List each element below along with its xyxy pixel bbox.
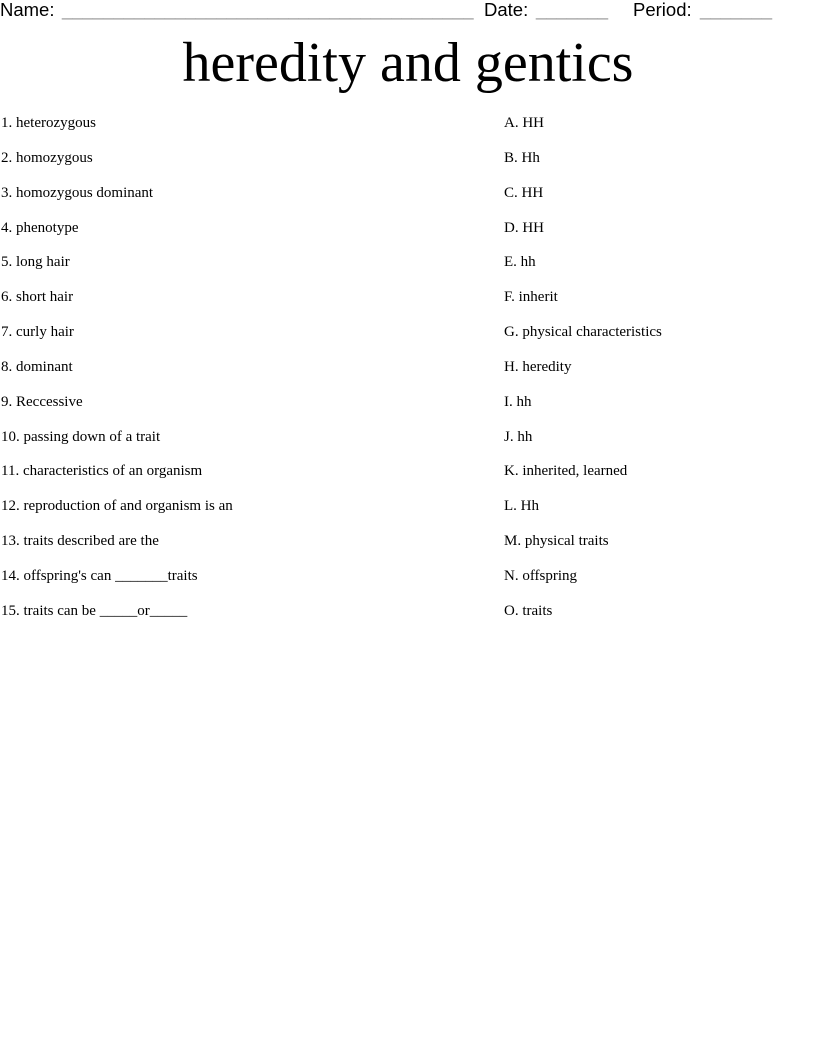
answer-item: E. hh — [504, 254, 536, 271]
date-label: Date: — [484, 0, 529, 20]
term-item: 8. dominant — [1, 358, 73, 375]
answer-item: M. physical traits — [504, 533, 609, 550]
period-blank-line: _______ — [700, 0, 773, 20]
answer-item: A. HH — [504, 115, 544, 131]
period-label: Period: — [633, 0, 692, 20]
term-item: 5. long hair — [1, 254, 70, 271]
answer-item: J. hh — [504, 428, 533, 445]
answer-item: F. inherit — [504, 289, 558, 306]
terms-list — [1, 113, 471, 636]
term-item: 13. traits described are the — [1, 533, 159, 550]
term-item: 6. short hair — [1, 289, 74, 306]
date-blank-line: _______ — [536, 0, 609, 20]
term-item: 10. passing down of a trait — [1, 428, 161, 445]
answer-item: I. hh — [504, 393, 532, 410]
term-item: 3. homozygous dominant — [1, 184, 154, 201]
answer-item: G. physical characteristics — [504, 324, 662, 341]
term-item: 11. characteristics of an organism — [1, 463, 203, 480]
answer-item: L. Hh — [504, 498, 539, 515]
term-item: 2. homozygous — [1, 149, 93, 166]
answer-item: O. traits — [504, 602, 553, 619]
answer-item: C. HH — [504, 184, 544, 201]
term-item: 9. Reccessive — [1, 393, 83, 410]
term-item: 4. phenotype — [1, 219, 79, 236]
answer-item: B. Hh — [504, 149, 540, 166]
term-item: 7. curly hair — [1, 324, 74, 341]
term-item: 12. reproduction of and organism is an — [1, 498, 233, 515]
term-item: 1. heterozygous — [1, 115, 96, 131]
answer-item: K. inherited, learned — [504, 463, 628, 480]
name-label: Name: — [0, 0, 55, 20]
student-info-header — [0, 0, 816, 22]
name-blank-line: ________________________________________ — [62, 0, 474, 20]
answer-item: D. HH — [504, 219, 544, 236]
answer-item: H. heredity — [504, 358, 572, 375]
answers-list — [504, 113, 804, 636]
answer-item: N. offspring — [504, 567, 578, 584]
worksheet-title: heredity and gentics — [182, 32, 634, 94]
term-item: 15. traits can be _____or_____ — [1, 602, 188, 619]
term-item: 14. offspring's can _______traits — [1, 567, 198, 584]
